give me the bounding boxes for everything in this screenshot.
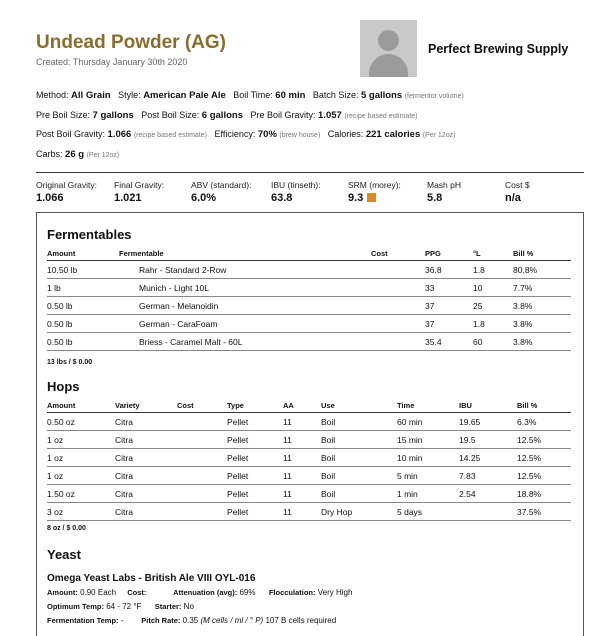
hops-heading: Hops	[47, 379, 80, 394]
stat-srm: SRM (morey): 9.3	[348, 180, 401, 204]
stat-mash-ph: Mash pH 5.8	[427, 180, 462, 204]
fermentables-total: 13 lbs / $ 0.00	[47, 359, 93, 366]
fermentables-table	[47, 247, 571, 351]
fermentables-header-row: Amount Fermentable Cost PPG °L Bill %	[47, 247, 571, 261]
meta-line-2: Pre Boil Size: 7 gallons Post Boil Size: 6 gallons Pre Boil Gravity: 1.057 (recipe based estimate)	[36, 110, 418, 121]
stat-abv: ABV (standard): 6.0%	[191, 180, 252, 204]
recipe-title: Undead Powder (AG)	[36, 32, 227, 53]
meta-line-3: Post Boil Gravity: 1.066 (recipe based estimate) Efficiency: 70% (brew house) Calories: 221 calories (Per 12oz)	[36, 129, 456, 140]
supplier-name: Perfect Brewing Supply	[428, 42, 569, 56]
yeast-name: Omega Yeast Labs - British Ale VIII OYL-016	[47, 573, 256, 584]
avatar	[360, 20, 417, 77]
yeast-detail-line-3: Fermentation Temp: - Pitch Rate: 0.35 (M cells / ml / ° P) 107 B cells required	[47, 616, 337, 625]
table-row: 1 lb Munich - Light 10L 33 10 7.7%	[47, 279, 571, 297]
yeast-detail-line-1: Amount: 0.90 Each Cost: Attenuation (avg): 69% Flocculation: Very High	[47, 588, 353, 597]
stats-divider	[36, 172, 584, 173]
yeast-detail-line-2: Optimum Temp: 64 - 72 °F Starter: No	[47, 602, 194, 611]
table-row: 0.50 lb German - CaraFoam 37 1.8 3.8%	[47, 315, 571, 333]
table-row: 1 oz Citra Pellet 11 Boil 15 min 19.5 12.5%	[47, 431, 571, 449]
stat-final-gravity: Final Gravity: 1.021	[114, 180, 165, 204]
hops-header-row: Amount Variety Cost Type AA Use Time IBU Bill %	[47, 399, 571, 413]
meta-line-1: Method: All Grain Style: American Pale Ale Boil Time: 60 min Batch Size: 5 gallons (fermentor volume)	[36, 90, 464, 101]
table-row: 0.50 oz Citra Pellet 11 Boil 60 min 19.65 6.3%	[47, 413, 571, 431]
table-row: 1.50 oz Citra Pellet 11 Boil 1 min 2.54 18.8%	[47, 485, 571, 503]
avatar-body-icon	[369, 54, 408, 77]
hops-total: 8 oz / $ 0.00	[47, 525, 86, 532]
stat-original-gravity: Original Gravity: 1.066	[36, 180, 97, 204]
fermentables-heading: Fermentables	[47, 227, 132, 242]
yeast-heading: Yeast	[47, 547, 81, 562]
table-row: 0.50 lb German - Melanoidin 37 25 3.8%	[47, 297, 571, 315]
stat-cost: Cost $ n/a	[505, 180, 530, 204]
srm-color-swatch	[367, 193, 376, 202]
table-row: 3 oz Citra Pellet 11 Dry Hop 5 days 37.5%	[47, 503, 571, 521]
table-row: 10.50 lb Rahr - Standard 2-Row 36.8 1.8 80.8%	[47, 261, 571, 279]
table-row: 1 oz Citra Pellet 11 Boil 5 min 7.83 12.5%	[47, 467, 571, 485]
hops-table	[47, 399, 571, 521]
recipe-details-panel	[36, 212, 584, 636]
created-date: Created: Thursday January 30th 2020	[36, 57, 188, 67]
stat-ibu: IBU (tinseth): 63.8	[271, 180, 321, 204]
table-row: 0.50 lb Briess - Caramel Malt - 60L 35.4 60 3.8%	[47, 333, 571, 351]
meta-line-4: Carbs: 26 g (Per 12oz)	[36, 149, 120, 160]
table-row: 1 oz Citra Pellet 11 Boil 10 min 14.25 12.5%	[47, 449, 571, 467]
avatar-head-icon	[378, 30, 399, 51]
